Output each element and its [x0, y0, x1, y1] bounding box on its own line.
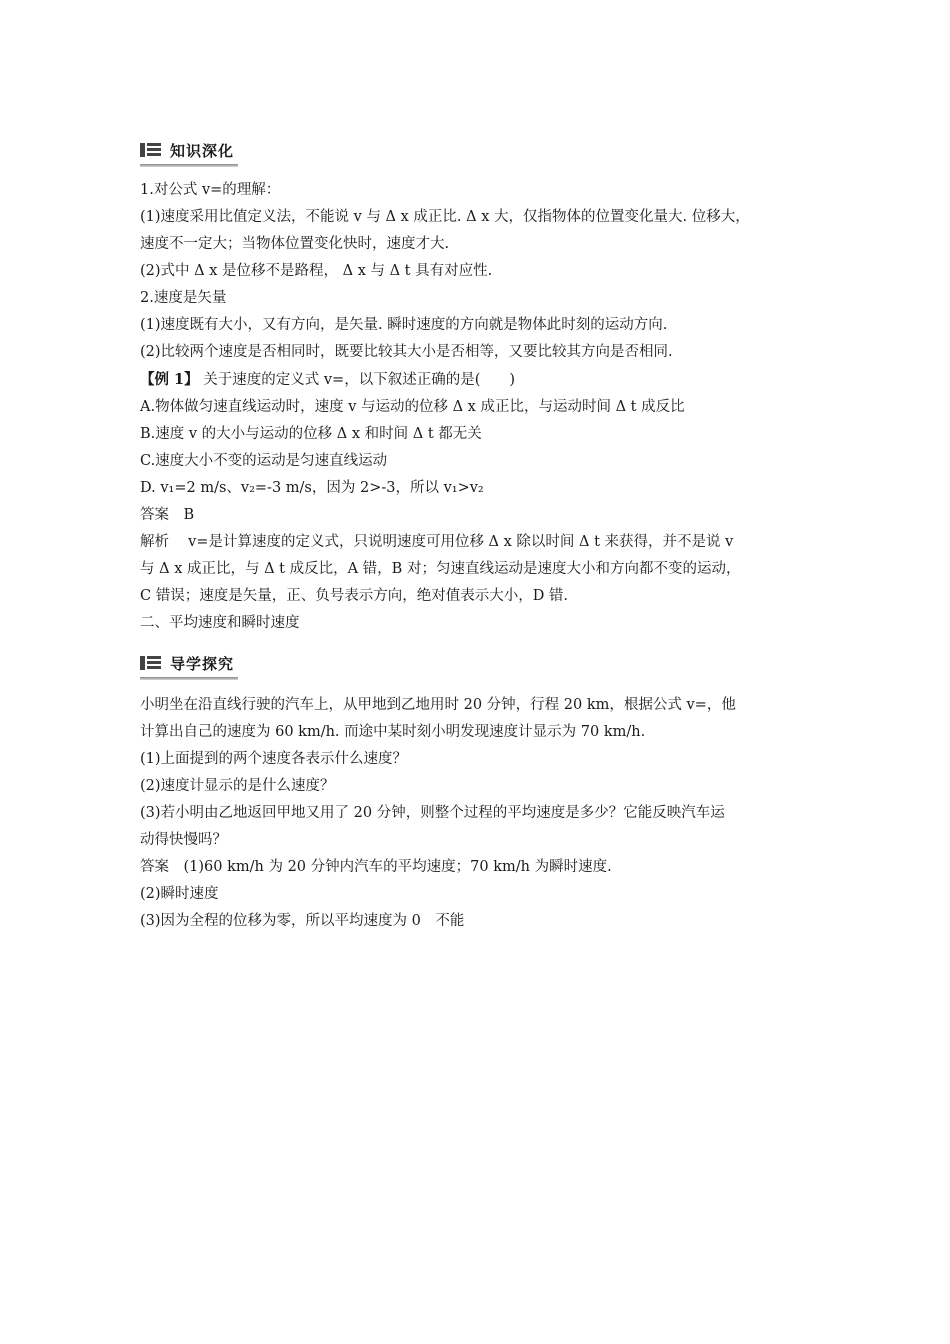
- question-line: 动得快慢吗？: [140, 832, 227, 848]
- section-title: 知识深化: [170, 141, 235, 160]
- analysis-line: 解析 v=是计算速度的定义式，只说明速度可用位移 Δ x 除以时间 Δ t 来获得，并不是说 v: [140, 534, 734, 550]
- section-bars-icon: [140, 143, 162, 157]
- section-bars-icon: [140, 656, 162, 670]
- question-line: (2)速度计显示的是什么速度？: [140, 778, 335, 794]
- answer-line: 答案 B: [140, 507, 195, 523]
- text-line: 小明坐在沿直线行驶的汽车上，从甲地到乙地用时 20 分钟，行程 20 km，根据公式 v=，他: [140, 697, 736, 713]
- section-title: 导学探究: [170, 654, 235, 673]
- document-page: [140, 138, 820, 935]
- answer-line: 答案 (1)60 km/h 为 20 分钟内汽车的平均速度；70 km/h 为瞬时速度.: [140, 859, 612, 875]
- example-question: 关于速度的定义式 v=，以下叙述正确的是( ): [198, 372, 516, 388]
- text-line: (2)比较两个速度是否相同时，既要比较其大小是否相等，又要比较其方向是否相同.: [140, 344, 673, 360]
- analysis-line: C 错误；速度是矢量，正、负号表示方向，绝对值表示大小，D 错.: [140, 588, 569, 604]
- answer-line: (3)因为全程的位移为零，所以平均速度为 0 不能: [140, 913, 465, 929]
- example-label: 【例 1】: [140, 371, 199, 388]
- analysis-line: 与 Δ x 成正比，与 Δ t 成反比，A 错，B 对；匀速直线运动是速度大小和方向都不变的运动，: [140, 561, 741, 577]
- option-a: A.物体做匀速直线运动时，速度 v 与运动的位移 Δ x 成正比，与运动时间 Δ t 成反比: [140, 399, 685, 415]
- example-line: [140, 366, 820, 394]
- option-b: B.速度 v 的大小与运动的位移 Δ x 和时间 Δ t 都无关: [140, 426, 482, 442]
- question-line: (3)若小明由乙地返回甲地又用了 20 分钟，则整个过程的平均速度是多少？它能反映汽车运: [140, 805, 725, 821]
- text-line: (1)速度采用比值定义法，不能说 v 与 Δ x 成正比. Δ x 大，仅指物体的位置变化量大. 位移大，: [140, 209, 750, 225]
- question-line: (1)上面提到的两个速度各表示什么速度？: [140, 751, 408, 767]
- option-d: D. v₁=2 m/s、v₂=-3 m/s，因为 2>-3，所以 v₁>v₂: [140, 480, 484, 496]
- text-line: 计算出自己的速度为 60 km/h. 而途中某时刻小明发现速度计显示为 70 km/h.: [140, 724, 646, 740]
- answer-line: (2)瞬时速度: [140, 886, 219, 902]
- option-c: C.速度大小不变的运动是匀速直线运动: [140, 453, 388, 469]
- text-line: 速度不一定大；当物体位置变化快时，速度才大.: [140, 236, 450, 252]
- text-line: (1)速度既有大小，又有方向，是矢量. 瞬时速度的方向就是物体此时刻的运动方向.: [140, 317, 668, 333]
- section-header-explore: [140, 651, 820, 675]
- subheading: 二、平均速度和瞬时速度: [140, 615, 300, 631]
- section-header-knowledge: [140, 138, 820, 162]
- text-line: 2.速度是矢量: [140, 290, 227, 306]
- text-line: 1.对公式 v=的理解：: [140, 182, 281, 198]
- text-line: (2)式中 Δ x 是位移不是路程， Δ x 与 Δ t 具有对应性.: [140, 263, 493, 279]
